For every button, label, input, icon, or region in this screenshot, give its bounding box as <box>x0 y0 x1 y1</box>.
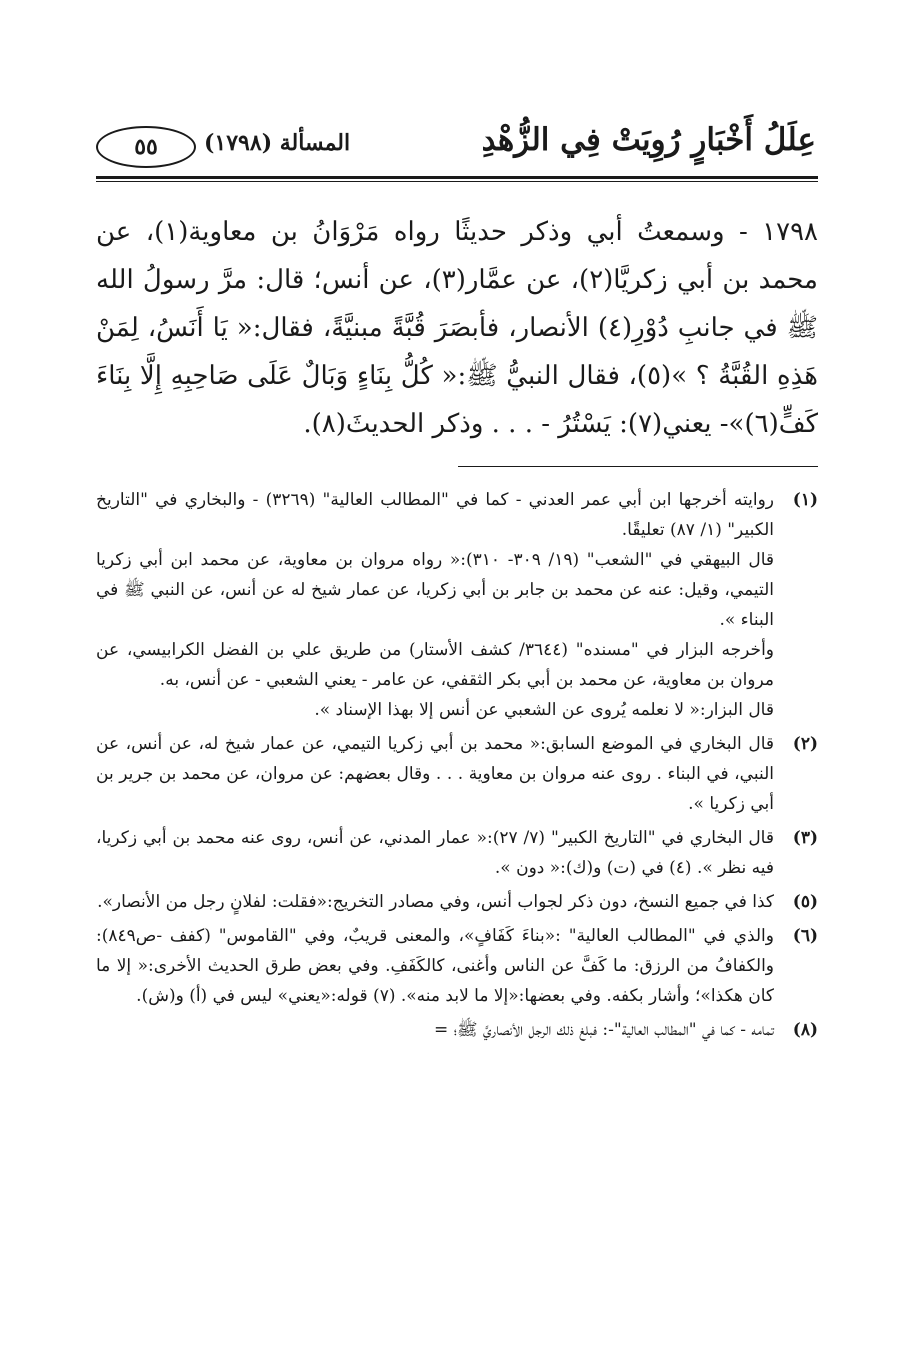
footnote-text: قال البيهقي في "الشعب" (١٩/ ٣٠٩- ٣١٠):« رواه مروان بن معاوية، عن محمد ابن أبي زكريا التيمي، وقيل: عنه عن محمد بن جابر بن أبي زكريا، عن عمار شيخ له عن أنس، عن النبي ﷺ في البناء ». <box>96 550 775 630</box>
footnote-number: (٨) <box>792 1020 818 1040</box>
footnote-text: تمامه - كما في "المطالب العالية"-: فبلغ ذلك الرجل الأنصاريَّ ﷺ؛ = <box>433 1020 774 1040</box>
header-rule-thin <box>96 181 818 182</box>
footnote-text: روايته أخرجها ابن أبي عمر العدني - كما في "المطالب العالية" (٣٢٦٩) - والبخاري في "التاريخ الكبير" (١/ ٨٧) تعليقًا. <box>96 490 775 540</box>
footnote-number: (٣) <box>792 828 818 848</box>
page-number: ٥٥ <box>134 134 158 160</box>
footnote <box>96 729 818 819</box>
footnote-body <box>96 485 774 725</box>
footnote <box>96 921 818 1011</box>
footnote-text: وأخرجه البزار في "مسنده" (٣٦٤٤/ كشف الأستار) من طريق علي بن الفضل الكرابيسي، عن مروان بن معاوية، عن محمد بن أبي بكر الثقفي، عن عامر - يعني الشعبي - عن أنس، به. <box>96 640 774 690</box>
book-page <box>96 118 818 1049</box>
footnote-text: والذي في "المطالب العالية" :«بناءَ كَفَافٍ»، والمعنى قريبٌ، وفي "القاموس" (كفف -ص٨٤٩): والكفافُ من الرزق: ما كَفَّ عن الناس وأغنى، كالكَفَفِ. وفي بعض طرق الحديث الأخرى:« إلا ما كان هكذا»؛ وأشار بكفه. وفي بعضها:«إلا ما لابد منه». (٧) قوله:«يعني» ليس في (أ) و(ش). <box>96 926 774 1006</box>
footnote-text: قال البخاري في "التاريخ الكبير" (٧/ ٢٧):« عمار المدني، عن أنس، روى عنه محمد بن أبي زكريا، فيه نظر ». (٤) في (ت) و(ك):« دون ». <box>96 828 774 878</box>
running-title: عِلَلُ أَخْبَارٍ رُوِيَتْ فِي الزُّهْدِ <box>481 122 816 158</box>
footnote-number: (٥) <box>792 892 818 912</box>
footnote-number: (٦) <box>792 926 818 946</box>
footnotes <box>96 485 818 1045</box>
issue-reference: المسألة (١٧٩٨) <box>204 130 351 156</box>
footnote-body <box>96 887 774 917</box>
footnote <box>96 485 818 725</box>
footnote-body <box>96 1015 774 1045</box>
page-header <box>96 118 818 176</box>
footnote-text: قال البخاري في الموضع السابق:« محمد بن أبي زكريا التيمي، عن عمار شيخ له، عن أنس، عن النبي، في البناء . روى عنه مروان بن معاوية . . . وقال بعضهم: عن مروان، عن محمد بن جرير بن أبي زكريا ». <box>96 734 774 814</box>
page-number-badge <box>96 126 196 168</box>
footnote-number: (١) <box>792 490 818 510</box>
footnote-body <box>96 921 774 1011</box>
header-rule <box>96 176 818 179</box>
footnote <box>96 1015 818 1045</box>
footnote <box>96 823 818 883</box>
footnote-text: قال البزار:« لا نعلمه يُروى عن الشعبي عن أنس إلا بهذا الإسناد ». <box>314 700 774 720</box>
footnote-separator <box>458 466 818 467</box>
footnote-number: (٢) <box>792 734 818 754</box>
main-paragraph: ١٧٩٨ - وسمعتُ أبي وذكر حديثًا رواه مَرْوَانُ بن معاوية(١)، عن محمد بن أبي زكريَّا(٢)، عن عمَّار(٣)، عن أنس؛ قال: مرَّ رسولُ الله ﷺ في جانبِ دُوْرِ(٤) الأنصار، فأبصَرَ قُبَّةً مبنيَّةً، فقال:« يَا أَنَسُ، لِمَنْ هَذِهِ القُبَّةُ ؟ »(٥)، فقال النبيُّ ﷺ:« كُلُّ بِنَاءٍ وَبَالٌ عَلَى صَاحِبِهِ إِلَّا بِنَاءَ كَفٍّ(٦)»- يعني(٧): يَسْتُرُ - . . . وذكر الحديثَ(٨). <box>96 217 818 439</box>
footnote <box>96 887 818 917</box>
footnote-body <box>96 823 774 883</box>
main-text <box>96 208 818 448</box>
footnote-body <box>96 729 774 819</box>
footnote-text: كذا في جميع النسخ، دون ذكر لجواب أنس، وفي مصادر التخريج:«فقلت: لفلانٍ رجل من الأنصار». <box>97 892 774 912</box>
